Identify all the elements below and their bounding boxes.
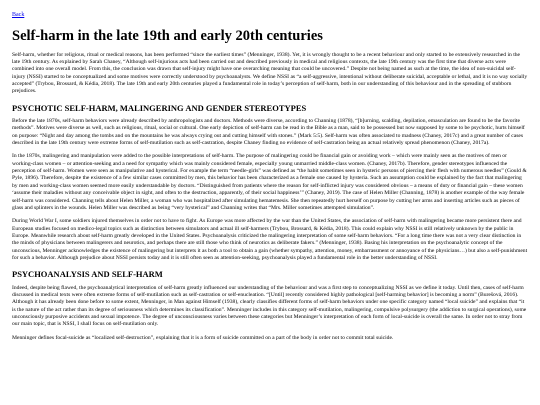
intro-paragraph: Self-harm, whether for religious, ritual or medical reasons, has been performed “since the earliest times” (Menninger, 1938). Yet, it is wrongly thought to be a recent behaviour and only started to be extensively researched in the late 19th century. As explained by Sarah Chaney, “Although self-injurious acts had been carried out and described previously in medical and religious contexts, the late 19th century was the first time that diverse acts were combined into one overall model. From this, the conclusion was drawn that self-injury might have one overarching meaning that could be uncovered.” Despite not being named as such at the time, the idea of non-suicidal self-injury (NSSI) started to be conceptualized and some motives were correctly understood by psychoanalysts. We define NSSI as “a self-aggressive, intentional without deliberate suicidal, acceptable or lethal, and it is no way socially accepted” (Trybou, Brossard, & Kédia, 2018). The late 19th and early 20th centuries played a fundamental role in today’s perception of self-harm, both in our understanding of this behaviour and in the spreading of stubborn prejudices. <box>12 51 528 95</box>
back-link[interactable]: Back <box>12 12 25 18</box>
page-title: Self-harm in the late 19th and early 20th centuries <box>12 28 323 44</box>
section-1-paragraph-3: During World War I, some soldiers injured themselves in order not to have to fight. As Europe was more affected by the war than the United States, the association of self-harm with malingering became more persistent there and European studies focused on medico-legal topics such as distinction between simulators and actual ill self-harmers (Trybou, Brossard, & Kédia, 2018). This could explain why NSSI is still relatively unknown by the public in Europe. Meanwhile research about self-harm greatly developed in the United States. Psychoanalysis criticized the malingering interpretation of some self-harm behaviors. “For a long time there was not a very clear distinction in the minds of physicians between malingerers and neurotics, and perhaps there are still those who think of neurotics as deliberate fakers.” (Menninger, 1938). Basing his interpretation on the psychoanalytic concept of the unconscious, Menninger acknowledges the existence of malingering but interprets it as both a tool to obtain a gain (whether sympathy, attention, money, embarrassment or annoyance of the physicians…) but also a self-punishment for such a behavior. Although prejudice about NSSI persists today and it is still often seen as attention-seeking, psychoanalysis played a fundamental role in the better understanding of NSSI. <box>12 218 528 261</box>
section-2-paragraph-2: Menninger defines focal-suicide as “localized self-destruction”, explaining that it is a form of suicide committed on a part of the body in order not to commit total suicide. <box>12 334 394 341</box>
section-heading-psychoanalysis: PSYCHOANALYSIS AND SELF-HARM <box>12 269 163 280</box>
section-2-paragraph-1: Indeed, despite being flawed, the psychoanalytical interpretation of self-harm greatly influenced our understanding of the behaviour and was a first step to conceptualizing NSSI as we define it today. Until then, cases of self-harm discussed in medical texts were often extreme forms of self-mutilation such as self-castration or self-enucleation. “[Until] recently considered highly pathological [self-harming behavior] is becoming a norm” (Burešová, 2016). Although it has already been done before to some extent, Menninger, in Man against Himself (1938), clearly classifies different forms of self-harm behaviors under one specific category named “local suicide” and explains that “it is the nature of the act rather than its degree of seriousness which determines its classification”. Menninger includes in this category self-mutilation, malingering, compulsive polysurgery (the addiction to surgical operations), some unconsciously purposive accidents and sexual impotence. The degree of unconsciousness varies between these categories but Menninger’s interpretation of each form of local-suicide is overall the same. In order not to stray from our main topic, that is NSSI, I shall focus on self-mutilation only. <box>12 284 527 328</box>
section-1-paragraph-2: In the 1870s, malingering and manipulation were added to the possible interpretations of self-harm. The purpose of malingering could be financial gain or avoiding work – which were mainly seen as the motives of men or working-class women – or attention-seeking and a need for sympathy which was mainly considered female, especially young unmarried middle-class women. (Chaney, 2017b). Therefore, gender stereotypes influenced the perception of self-harm. Women were seen as manipulative and hysterical. For example the term “needle-girls” was defined as “the habit sometimes seen in hysteric persons of piercing their flesh with numerous needles” (Gould & Pyle, 1896). Therefore, despite the existence of a few similar cases committed by men, this behavior has been characterized as a female one caused by hysteria. Such an assumption could be explained by the fact that malingering by men and working-class women seemed more easily understandable by doctors. “Distinguished from patients where the reason for self-inflicted injury was considered obvious – a means of duty or financial gain – these women ‘assume their maladies without any conceivable object in sight, and often to the destruction, apparently, of their social happiness’” (Chaney, 2019). The case of Helen Miller (Channing, 1878) is another example of the way female self-harm was considered. Channing tells about Helen Miller, a woman who was hospitalized after simulating hematemesis. She then repeatedly hurt herself on purpose by cutting her arms and inserting articles such as pieces of glass and splinters in the wounds. Helen Miller was described as being “very hysterical” and Channing writes that “Mrs. Miller sometimes attempted simulation”. <box>12 153 527 211</box>
section-1-paragraph-1: Before the late 1870s, self-harm behaviors were already described by anthropologists and doctors. Methods were diverse, according to Channing (1878), “[b]urning, scalding, depilation, emasculation are found to be the favorite methods”. Motives were diverse as well, such as religious, ritual, social or cultural. One early depiction of self-harm can be read in the Bible as a man, said to be possessed but now supposed by some to be psychotic, hurts himself on purpose: “Night and day among the tombs and on the mountains he was always crying out and cutting himself with stones.” (Mark 5:5). Self-harm was often associated to madness (Chaney, 2017c) and a great number of cases described in the late 19th century were extreme forms of self-mutilation such as self-castration, despite Chaney finding no evidence of self-castration being an actual relatively spread phenomenon (Chaney, 2017a). <box>12 118 525 147</box>
section-heading-psychotic-self-harm: PSYCHOTIC SELF-HARM, MALINGERING AND GENDER STEREOTYPES <box>12 102 307 113</box>
